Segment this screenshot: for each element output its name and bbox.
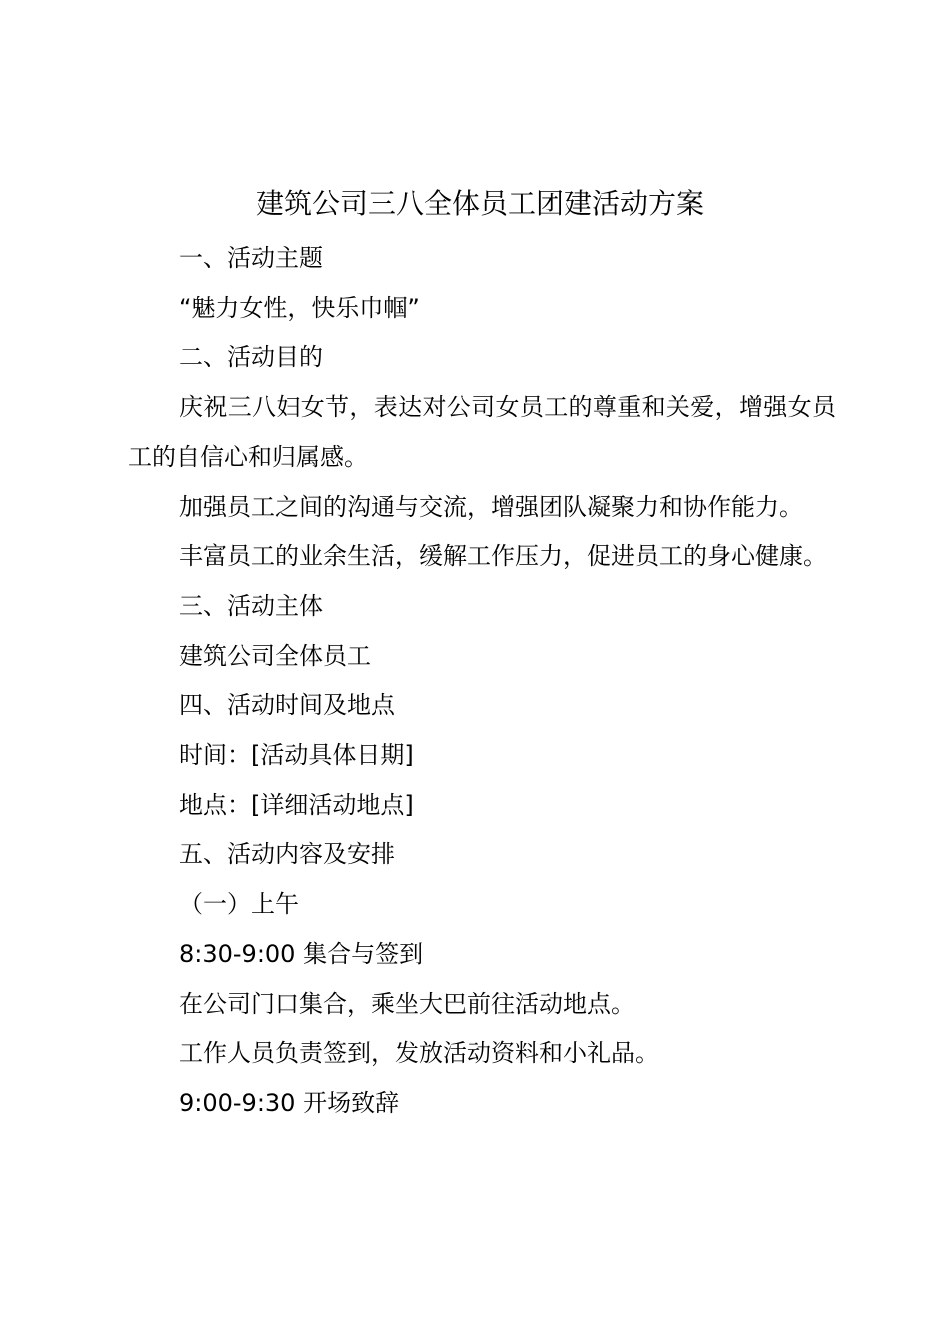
heading-content-and-schedule: 五、活动内容及安排 [179, 840, 395, 869]
gathering-detail-2: 工作人员负责签到，发放活动资料和小礼品。 [179, 1039, 659, 1068]
activity-place: 地点：[详细活动地点] [179, 790, 414, 819]
gathering-detail-1: 在公司门口集合，乘坐大巴前往活动地点。 [179, 989, 635, 1018]
purpose-paragraph-3: 丰富员工的业余生活，缓解工作压力，促进员工的身心健康。 [179, 542, 827, 571]
schedule-item-gathering: 8:30-9:00 集合与签到 [179, 939, 424, 968]
purpose-paragraph-2: 加强员工之间的沟通与交流，增强团队凝聚力和协作能力。 [179, 492, 803, 521]
document-body [128, 234, 836, 1129]
heading-activity-subject: 三、活动主体 [179, 591, 323, 620]
activity-time: 时间：[活动具体日期] [179, 741, 414, 770]
document-title: 建筑公司三八全体员工团建活动方案 [255, 187, 704, 220]
subheading-morning: （一）上午 [179, 890, 299, 919]
activity-theme-slogan: “魅力女性，快乐巾帼” [179, 293, 420, 322]
heading-activity-theme: 一、活动主题 [179, 244, 323, 272]
heading-activity-purpose: 二、活动目的 [179, 343, 323, 372]
activity-subject-text: 建筑公司全体员工 [179, 641, 371, 670]
heading-time-and-place: 四、活动时间及地点 [179, 691, 395, 720]
schedule-item-opening-speech: 9:00-9:30 开场致辞 [179, 1088, 400, 1117]
purpose-paragraph-1: 庆祝三八妇女节，表达对公司女员工的尊重和关爱，增强女员工的自信心和归属感。 [128, 393, 836, 471]
